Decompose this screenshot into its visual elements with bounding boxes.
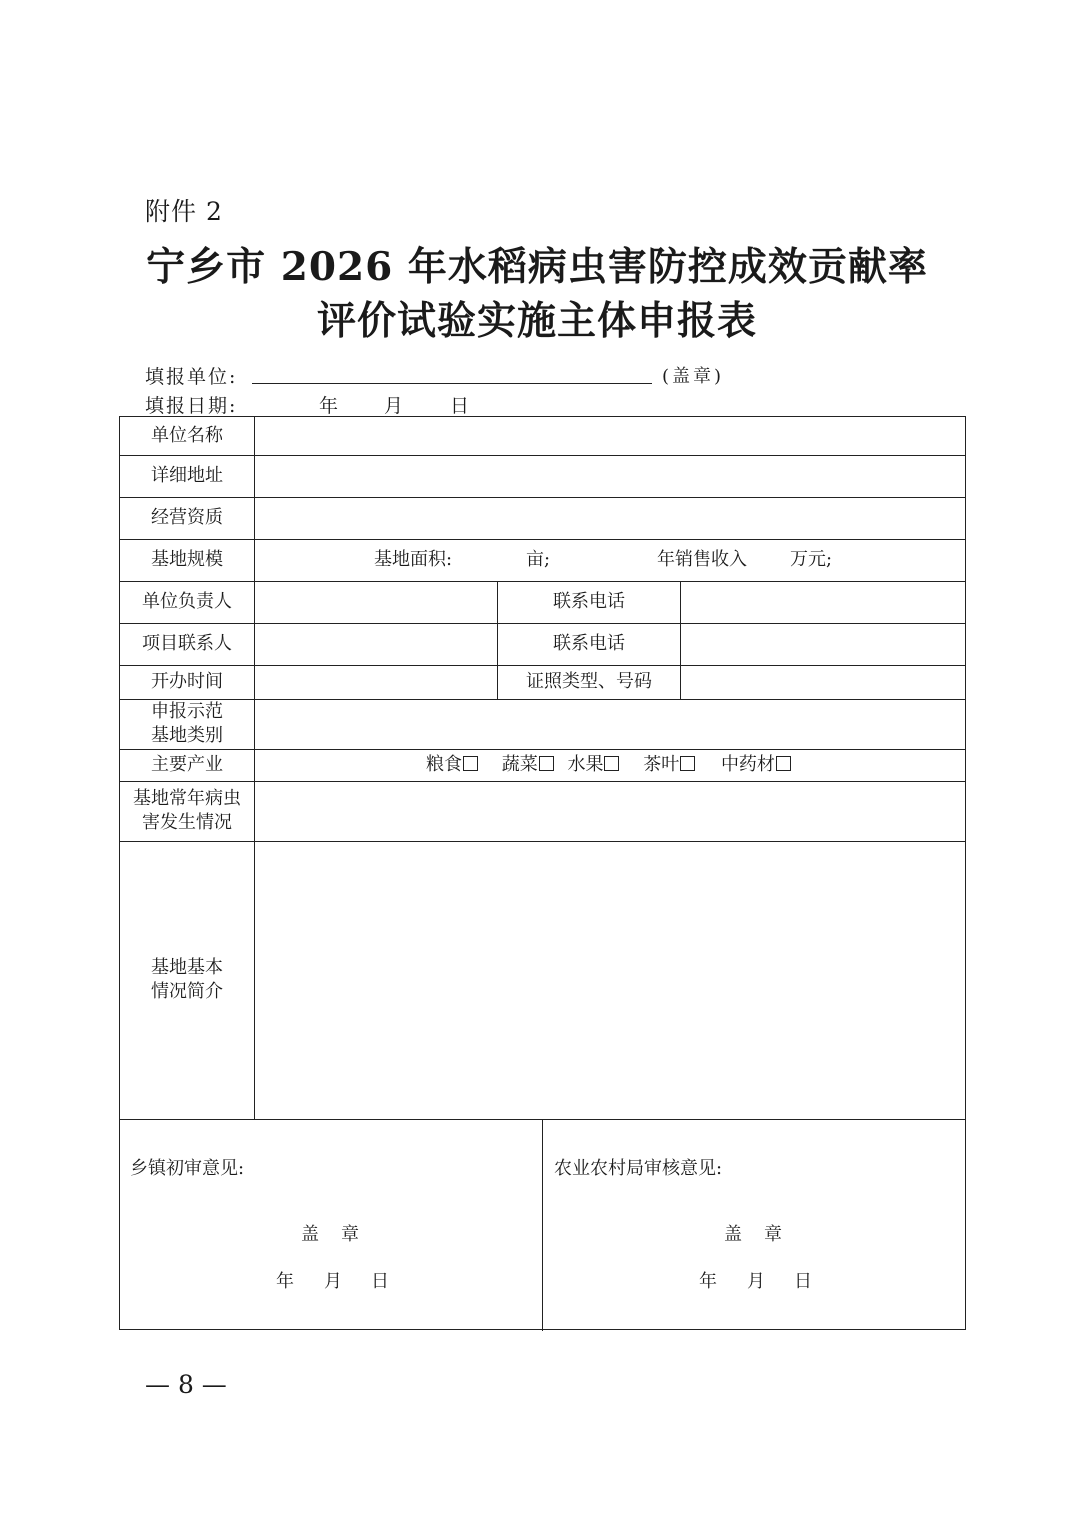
intro-field[interactable] <box>255 841 966 1119</box>
fill-date-label: 填报日期: <box>145 395 238 417</box>
checkbox-icon <box>463 756 478 771</box>
category-label-line2: 基地类别 <box>151 725 223 746</box>
intro-label-line2: 情况简介 <box>151 981 223 1002</box>
bureau-month: 月 <box>747 1271 765 1292</box>
checkbox-icon <box>604 756 619 771</box>
cert-field[interactable] <box>681 665 966 699</box>
address-label: 详细地址 <box>151 465 223 486</box>
area-label: 基地面积: <box>374 549 453 570</box>
form-title-line1: 宁乡市 2026 年水稻病虫害防控成效贡献率 <box>146 244 928 290</box>
industry-option-vegetable[interactable]: 蔬菜 <box>502 754 554 775</box>
township-month: 月 <box>324 1271 342 1292</box>
checkbox-icon <box>776 756 791 771</box>
industry-option-herb[interactable]: 中药材 <box>721 754 791 775</box>
founding-label: 开办时间 <box>151 671 223 692</box>
founding-field[interactable] <box>255 665 497 699</box>
industry-option-tea[interactable]: 茶叶 <box>643 754 695 775</box>
industry-label: 主要产业 <box>151 754 223 775</box>
qualification-label: 经营资质 <box>151 507 223 528</box>
revenue-unit: 万元; <box>790 549 833 570</box>
revenue-label: 年销售收入 <box>657 549 747 570</box>
fill-date-day: 日 <box>450 395 470 417</box>
cert-label: 证照类型、号码 <box>526 671 652 692</box>
fill-date-month: 月 <box>384 395 404 417</box>
unit-name-label: 单位名称 <box>151 425 223 446</box>
attachment-label: 附件 2 <box>145 197 223 226</box>
township-year: 年 <box>276 1271 294 1292</box>
fill-date-year: 年 <box>319 395 339 417</box>
pest-label <box>120 781 254 841</box>
bureau-opinion-title: 农业农村局审核意见: <box>554 1158 723 1179</box>
industry-option-grain[interactable]: 粮食 <box>426 754 478 775</box>
contact-phone-label: 联系电话 <box>553 633 625 654</box>
pest-label-line2: 害发生情况 <box>142 812 232 833</box>
address-field[interactable] <box>255 455 966 497</box>
township-day: 日 <box>371 1271 389 1292</box>
bureau-day: 日 <box>794 1271 812 1292</box>
checkbox-icon <box>680 756 695 771</box>
fill-unit-label: 填报单位: <box>145 366 238 388</box>
checkbox-icon <box>539 756 554 771</box>
scale-label: 基地规模 <box>151 549 223 570</box>
leader-phone-label: 联系电话 <box>553 591 625 612</box>
page-number: — 8 — <box>145 1370 227 1399</box>
fill-unit-line[interactable] <box>252 383 652 384</box>
intro-label <box>120 841 254 1119</box>
leader-phone-field[interactable] <box>681 581 966 623</box>
category-field[interactable] <box>255 699 966 749</box>
industry-option-fruit[interactable]: 水果 <box>567 754 619 775</box>
form-title-line2: 评价试验实施主体申报表 <box>316 298 757 344</box>
intro-label-line1: 基地基本 <box>151 957 223 978</box>
qualification-field[interactable] <box>255 497 966 539</box>
pest-field[interactable] <box>255 781 966 841</box>
township-seal: 盖 章 <box>301 1224 361 1245</box>
category-label <box>120 699 254 749</box>
bureau-seal: 盖 章 <box>724 1224 784 1245</box>
category-label-line1: 申报示范 <box>151 701 223 722</box>
application-form <box>119 416 966 1330</box>
township-opinion-title: 乡镇初审意见: <box>130 1158 245 1179</box>
industry-options <box>426 753 799 777</box>
contact-field[interactable] <box>255 623 497 665</box>
leader-label: 单位负责人 <box>142 591 232 612</box>
unit-name-field[interactable] <box>255 417 966 455</box>
seal-note: (盖章) <box>662 366 725 387</box>
leader-field[interactable] <box>255 581 497 623</box>
contact-phone-field[interactable] <box>681 623 966 665</box>
contact-label: 项目联系人 <box>142 633 232 654</box>
pest-label-line1: 基地常年病虫 <box>133 788 241 809</box>
area-unit: 亩; <box>526 549 551 570</box>
bureau-year: 年 <box>699 1271 717 1292</box>
